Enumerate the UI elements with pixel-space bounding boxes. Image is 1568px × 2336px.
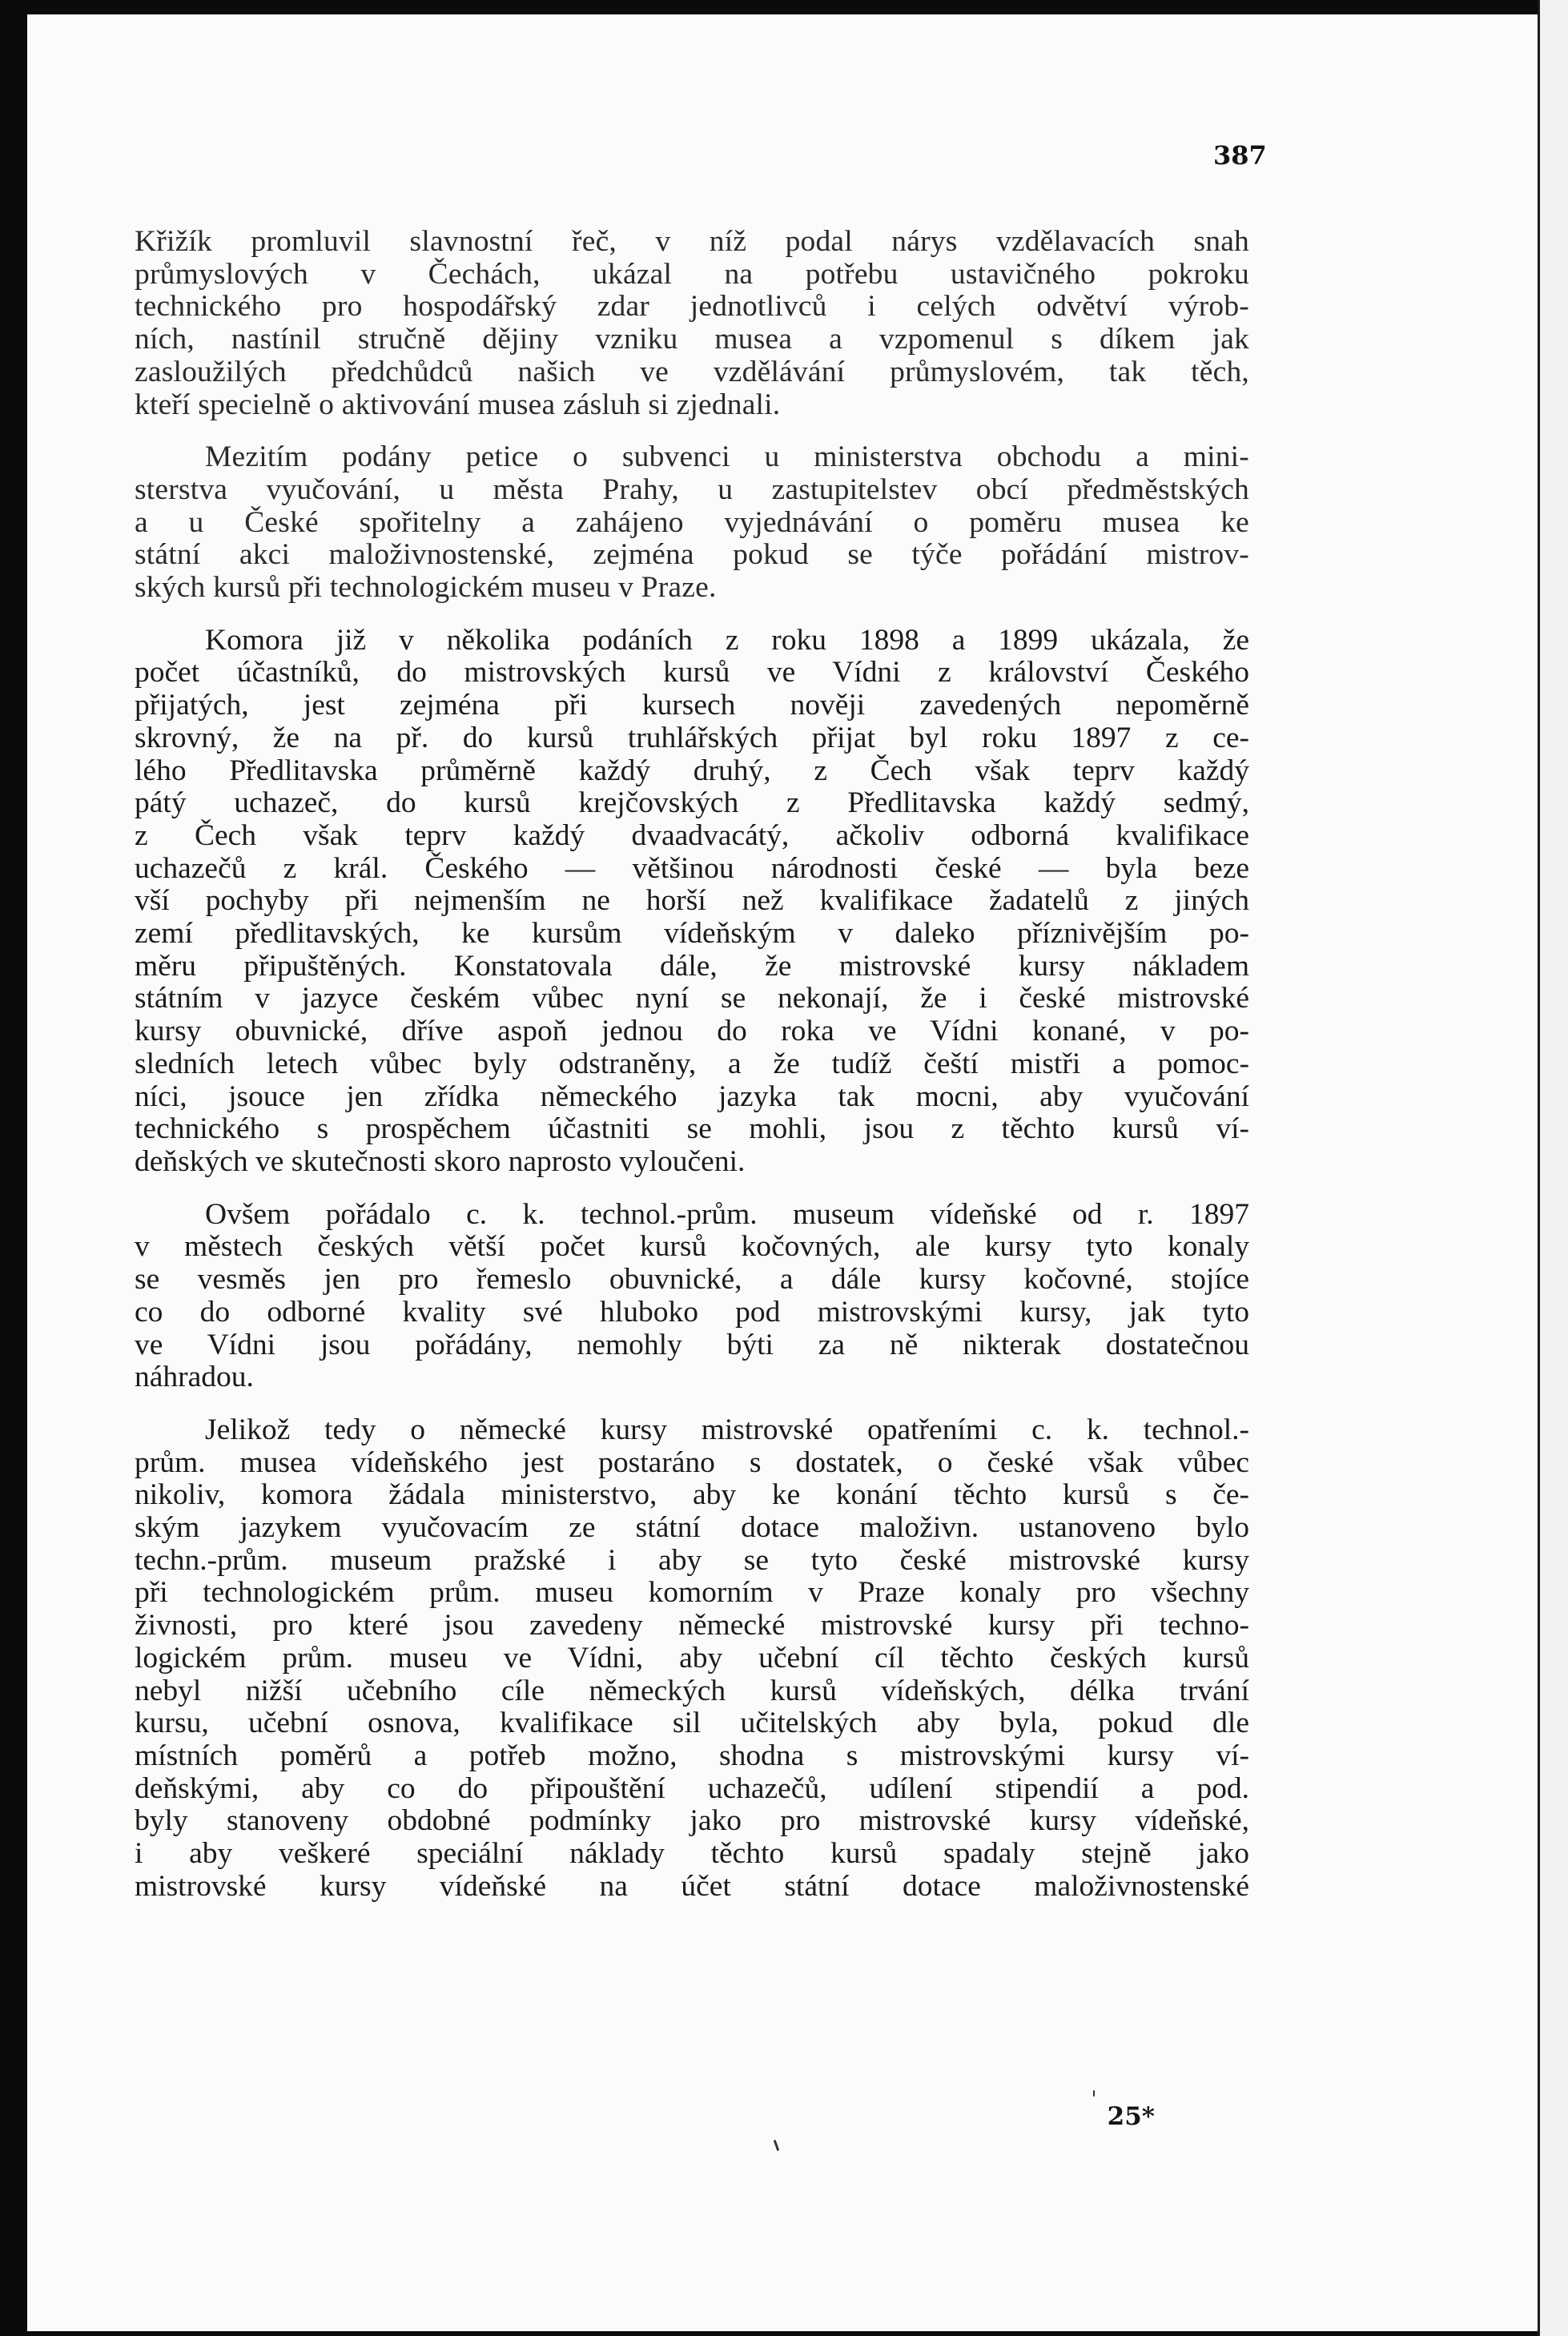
text-line: z Čech však teprv každý dvaadvacátý, ačkoliv odborná kvalifikace — [135, 818, 1249, 852]
text-line: zemí předlitavských, ke kursům vídeňským v daleko příznivějším po- — [135, 917, 1249, 951]
text-line: přijatých, jest zejména při kursech nověji zavedených nepoměrně — [135, 689, 1249, 722]
text-line: kteří specielně o aktivování musea zásluh si zjednali. — [135, 388, 781, 421]
paragraph-4 — [135, 1199, 1249, 1394]
body-text — [135, 226, 1249, 1903]
text-line: lého Předlitavska průměrně každý druhý, z Čech však teprv každý — [135, 754, 1249, 787]
text-line: ních, nastínil stručně dějiny vzniku musea a vzpomenul s díkem jak — [135, 323, 1249, 356]
text-line: techn.-prům. museum pražské i aby se tyto české mistrovské kursy — [135, 1543, 1249, 1577]
text-line: se vesměs jen pro řemeslo obuvnické, a dále kursy kočovné, stojíce — [135, 1263, 1249, 1297]
text-line: státní akci maloživnostenské, zejména pokud se týče pořádání mistrov- — [135, 538, 1249, 572]
text-line: nikoliv, komora žádala ministerstvo, aby ke konání těchto kursů s če- — [135, 1478, 1249, 1512]
text-line: uchazečů z král. Českého — většinou národnosti české — byla beze — [135, 851, 1249, 885]
text-line: živnosti, pro které jsou zavedeny německé mistrovské kursy při techno- — [135, 1609, 1249, 1642]
text-line: mistrovské kursy vídeňské na účet státní dotace maloživnostenské — [135, 1869, 1249, 1903]
text-line: ským jazykem vyučovacím ze státní dotace maloživn. ustanoveno bylo — [135, 1511, 1249, 1545]
text-line: pátý uchazeč, do kursů krejčovských z Předlitavska každý sedmý, — [135, 786, 1249, 820]
paragraph-2 — [135, 441, 1249, 605]
text-line: Jelikož tedy o německé kursy mistrovské opatřeními c. k. technol.- — [205, 1413, 1249, 1446]
text-line: deňskými, aby co do připouštění uchazečů, udílení stipendií a pod. — [135, 1771, 1249, 1805]
text-line: ve Vídni jsou pořádány, nemohly býti za ně nikterak dostatečnou — [135, 1328, 1249, 1361]
paragraph-3 — [135, 625, 1249, 1179]
text-line: Křižík promluvil slavnostní řeč, v níž podal nárys vzdělavacích snah — [135, 225, 1249, 258]
text-line: co do odborné kvality své hluboko pod mistrovskými kursy, jak tyto — [135, 1295, 1249, 1329]
text-line: nebyl nižší učebního cíle německých kursů vídeňských, délka trvání — [135, 1674, 1249, 1707]
text-line: ských kursů při technologickém museu v Praze. — [135, 571, 717, 605]
text-line: i aby veškeré speciální náklady těchto kursů spadaly stejně jako — [135, 1837, 1249, 1871]
page-number: 387 — [1213, 140, 1267, 171]
paragraph-5 — [135, 1414, 1249, 1904]
text-line: níci, jsouce jen zřídka německého jazyka tak mocni, aby vyučování — [135, 1080, 1249, 1113]
text-line: skrovný, že na př. do kursů truhlářských přijat byl roku 1897 z ce- — [135, 721, 1249, 754]
text-line: a u České spořitelny a zahájeno vyjednávání o poměru musea ke — [135, 505, 1249, 539]
text-line: prům. musea vídeňského jest postaráno s dostatek, o české však vůbec — [135, 1445, 1249, 1479]
text-line: Komora již v několika podáních z roku 1898 a 1899 ukázala, že — [205, 623, 1249, 657]
text-line: deňských ve skutečnosti skoro naprosto vyloučeni. — [135, 1144, 746, 1178]
scan-speck — [1093, 2090, 1095, 2097]
text-line: kursy obuvnické, dříve aspoň jednou do roka ve Vídni konané, v po- — [135, 1015, 1249, 1048]
text-line: Ovšem pořádalo c. k. technol.-prům. museum vídeňské od r. 1897 — [205, 1197, 1249, 1231]
text-line: v městech českých větší počet kursů kočovných, ale kursy tyto konaly — [135, 1230, 1249, 1264]
text-line: vší pochyby při nejmenším ne horší než kvalifikace žadatelů z jiných — [135, 884, 1249, 918]
text-line: technického s prospěchem účastniti se mohli, jsou z těchto kursů ví- — [135, 1112, 1249, 1146]
text-line: měru připuštěných. Konstatovala dále, že mistrovské kursy nákladem — [135, 949, 1249, 983]
page-edge-strip — [1538, 0, 1568, 2336]
text-line: byly stanoveny obdobné podmínky jako pro mistrovské kursy vídeňské, — [135, 1804, 1249, 1838]
text-line: sledních letech vůbec byly odstraněny, a že tudíž čeští mistři a pomoc- — [135, 1047, 1249, 1080]
text-line: kursu, učební osnova, kvalifikace sil učitelských aby byla, pokud dle — [135, 1707, 1249, 1740]
text-line: při technologickém prům. museu komorním v Praze konaly pro všechny — [135, 1576, 1249, 1610]
signature-mark: 25* — [1107, 2102, 1155, 2131]
text-line: logickém prům. museu ve Vídni, aby učební cíl těchto českých kursů — [135, 1641, 1249, 1675]
text-line: státním v jazyce českém vůbec nyní se nekonají, že i české mistrovské — [135, 982, 1249, 1015]
text-line: místních poměrů a potřeb možno, shodna s mistrovskými kursy ví- — [135, 1739, 1249, 1772]
text-line: počet účastníků, do mistrovských kursů ve Vídni z království Českého — [135, 656, 1249, 690]
text-line: Mezitím podány petice o subvenci u ministerstva obchodu a mini- — [205, 440, 1249, 474]
text-line: náhradou. — [135, 1361, 254, 1394]
text-line: zasloužilých předchůdců našich ve vzdělávání průmyslovém, tak těch, — [135, 355, 1249, 388]
text-line: sterstva vyučování, u města Prahy, u zastupitelstev obcí předměstských — [135, 472, 1249, 506]
paragraph-1 — [135, 226, 1249, 421]
text-line: průmyslových v Čechách, ukázal na potřebu ustavičného pokroku — [135, 257, 1249, 291]
text-line: technického pro hospodářský zdar jednotlivců i celých odvětví výrob- — [135, 290, 1249, 324]
